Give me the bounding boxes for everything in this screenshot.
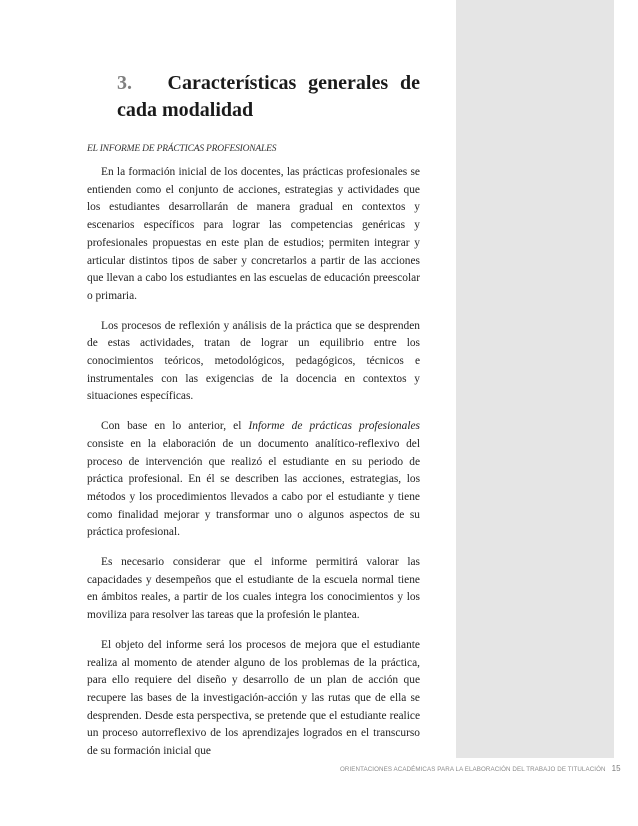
section-title-line2: cada modalidad xyxy=(117,99,254,121)
section-title xyxy=(117,70,420,124)
page-footer xyxy=(340,764,620,773)
paragraph-5: El objeto del informe será los procesos de mejora que el estudiante realiza al momento de atender alguno de los problemas de la práctica, para ello requiere del diseño y desarrollo de un plan de acción que recupere las bases de la investigación-acción y las rutas que de ella se desprenden. Desde esta perspectiva, se pretende que el estudiante realice un proceso autorreflexivo de los aprendizajes logrados en el transcurso de su formación inicial que xyxy=(87,638,420,758)
page-number: 15 xyxy=(611,764,621,773)
footer-text: ORIENTACIONES ACADÉMICAS PARA LA ELABORACIÓN DEL TRABAJO DE TITULACIÓN xyxy=(340,766,606,773)
paragraph-4: Es necesario considerar que el informe permitirá valorar las capacidades y desempeños que el estudiante de la escuela normal tiene en ámbitos reales, a partir de los cuales integra los conocimientos y los moviliza para resolver las tareas que la profesión le plantea. xyxy=(87,556,420,622)
side-margin-band xyxy=(456,0,614,758)
section-number: 3. xyxy=(117,72,132,94)
paragraph-3-after: consiste en la elaboración de un documento analítico-reflexivo del proceso de intervención que realizó el estudiante en su periodo de práctica profesional. En él se describen las acciones, estrategias, los métodos y los procedimientos llevados a cabo por el estudiante y tiene como finalidad mejorar y transformar uno o algunos aspectos de su práctica profesional. xyxy=(87,437,420,539)
paragraph-3-before: Con base en lo anterior, el xyxy=(101,420,249,433)
paragraph-2: Los procesos de reflexión y análisis de la práctica que se desprenden de estas actividades, tratan de lograr un equilibrio entre los conocimientos teóricos, metodológicos, pedagógicos, técnicos e instrumentales con las exigencias de la docencia en contextos y situaciones específicas. xyxy=(87,319,420,403)
page-content xyxy=(87,70,420,773)
section-title-line1 xyxy=(117,70,420,97)
section-title-text1: Características generales de xyxy=(167,72,420,94)
paragraph-1: En la formación inicial de los docentes, las prácticas profesionales se entienden como el conjunto de acciones, estrategias y actividades que los estudiantes desarrollarán de manera gradual en contextos y escenarios específicos para lograr las competencias genéricas y profesionales propuestas en este plan de estudios; permiten integrar y articular distintos tipos de saber y concretarlos a partir de las acciones que llevan a cabo los estudiantes en las escuelas de educación preescolar o primaria. xyxy=(87,166,420,302)
paragraph-3 xyxy=(87,418,420,542)
subheading: EL INFORME DE PRÁCTICAS PROFESIONALES xyxy=(87,144,277,154)
paragraph-3-italic: Informe de prácticas profesionales xyxy=(248,420,420,433)
